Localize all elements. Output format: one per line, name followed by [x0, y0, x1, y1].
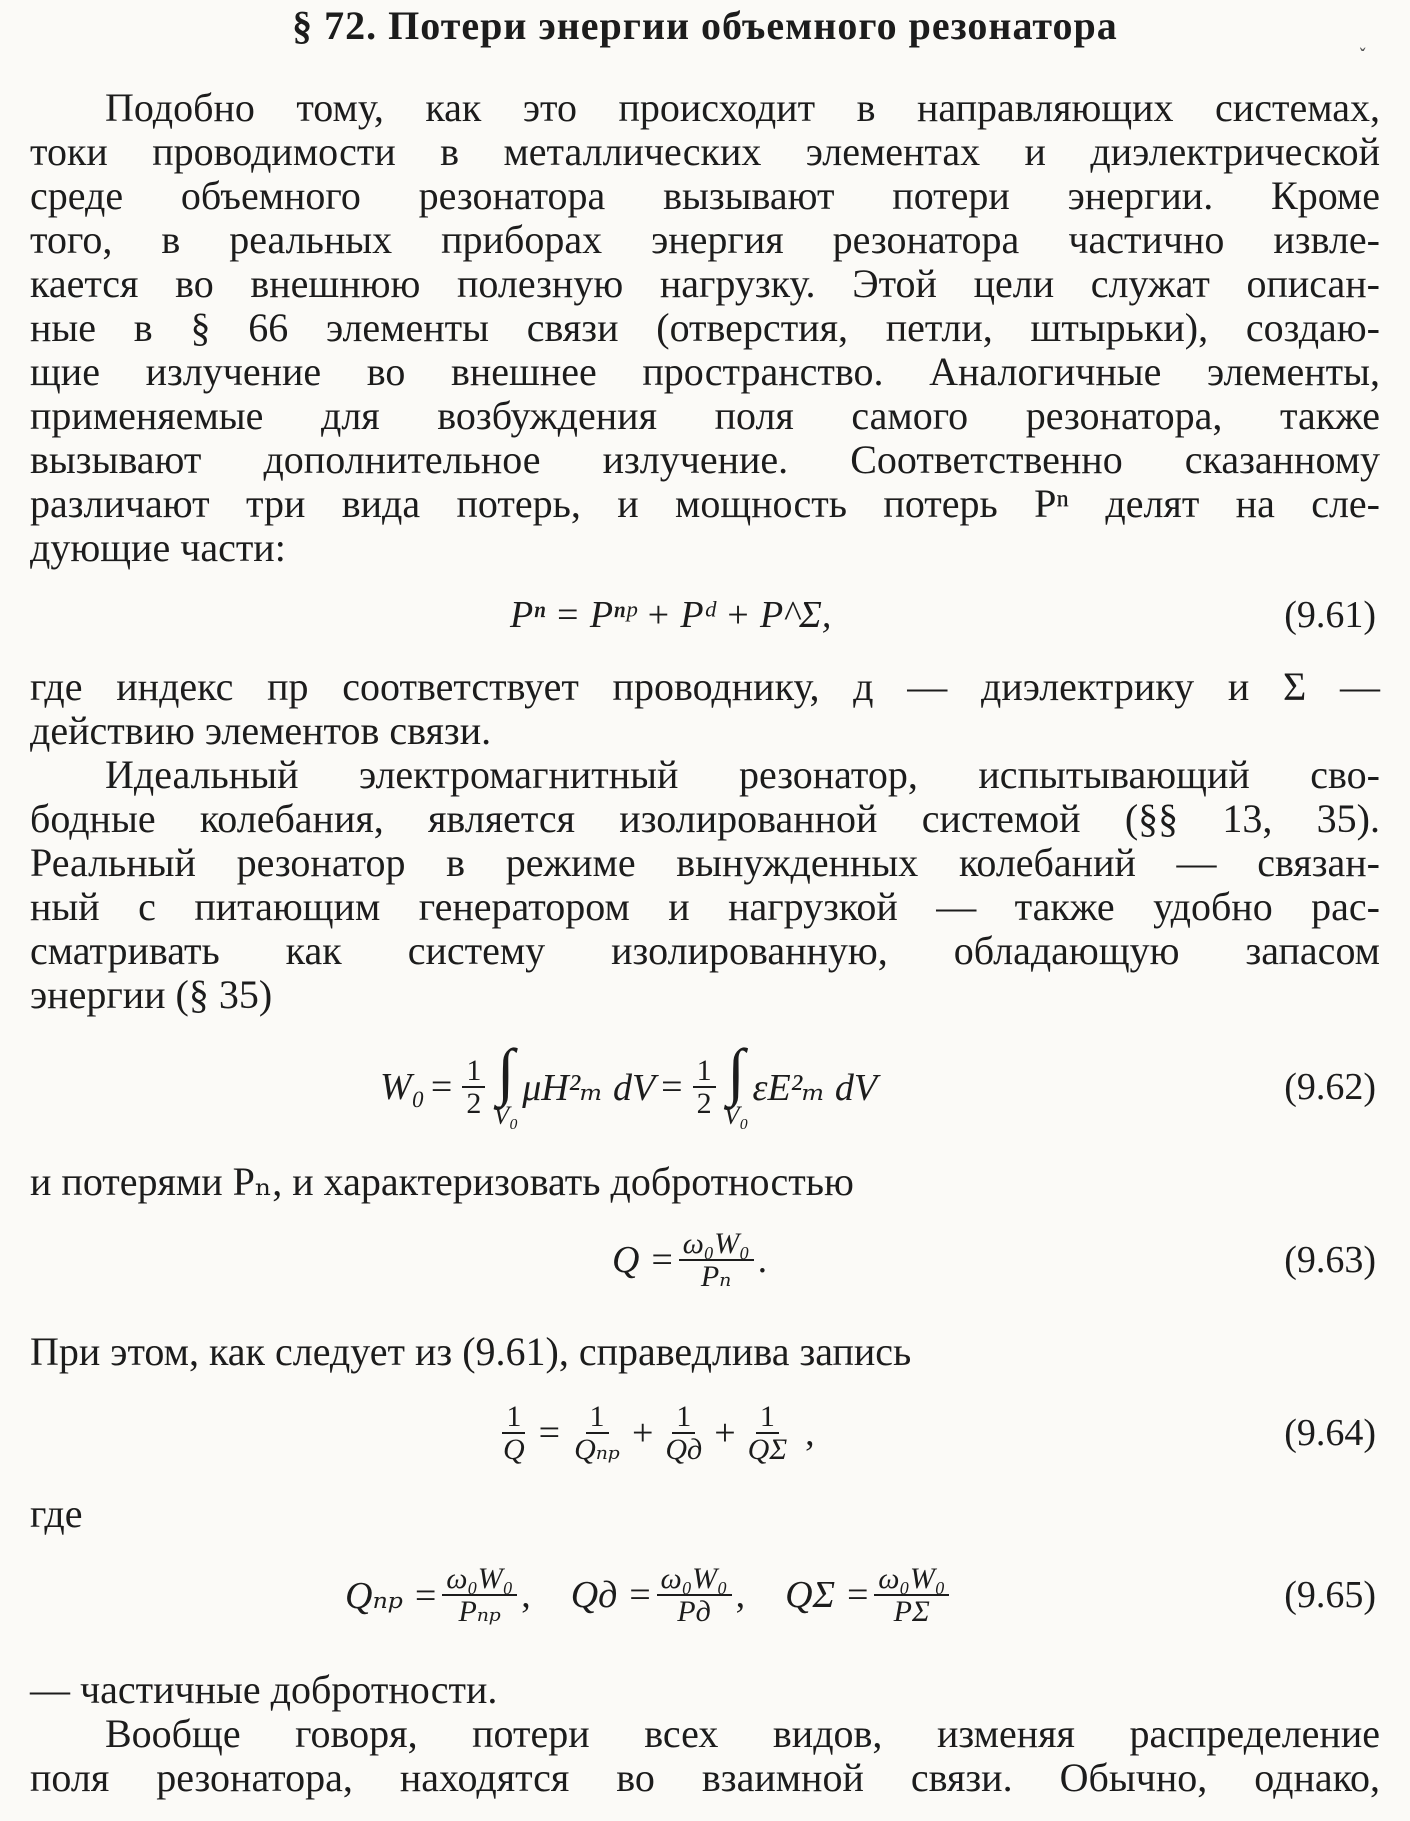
- fraction-coupling: [874, 1563, 949, 1628]
- equation-9-65: Qₙₚ = $\frac{\text{ω₀W₀}}{\text{Pₙₚ}}$ , Qд = $\frac{\text{ω₀W₀}}{Pд}$ , QΣ = $\frac{\text{ω₀W₀}}{P\Sigma}$ (9.65): [345, 1561, 1376, 1628]
- q-sigma-lhs: QΣ =: [785, 1574, 871, 1616]
- integrand-magnetic: μH²ₘ dV: [522, 1066, 656, 1109]
- volume-integral: ∫ V₀: [723, 1036, 749, 1130]
- margin-mark: ˯: [1358, 22, 1368, 53]
- para1-line: различают три вида потерь, и мощность потерь Pⁿ делят на сле-: [30, 481, 1380, 526]
- numerator: ω₀W₀: [442, 1563, 517, 1597]
- fraction-conductor: [570, 1401, 624, 1466]
- para1-line: кается во внешнюю полезную нагрузку. Этой цели служат описан-: [30, 261, 1380, 306]
- para2-line: действию элементов связи.: [30, 708, 492, 753]
- para3-line: сматривать как систему изолированную, обладающую запасом: [30, 928, 1380, 973]
- numerator: 1: [693, 1055, 716, 1089]
- numerator: ω₀W₀: [679, 1228, 754, 1262]
- denominator: 2: [466, 1087, 482, 1120]
- para2-line: где индекс пр соответствует проводнику, д — диэлектрику и Σ —: [30, 664, 1380, 709]
- equation-number: (9.63): [1284, 1239, 1376, 1281]
- fraction-conductor: [442, 1563, 517, 1628]
- para8-line: поля резонатора, находятся во взаимной связи. Обычно, однако,: [30, 1755, 1380, 1800]
- para1-line: токи проводимости в металлических элементах и диэлектрической: [30, 129, 1380, 174]
- fraction-total: [499, 1401, 529, 1466]
- w0: W₀: [380, 1066, 425, 1108]
- q-d-lhs: Qд =: [570, 1574, 653, 1616]
- equation-9-61: [0, 570, 1410, 660]
- para1-line: Подобно тому, как это происходит в направляющих системах,: [105, 85, 1380, 130]
- denominator: Q: [503, 1433, 525, 1466]
- fraction-half: [462, 1055, 485, 1120]
- integral-limit: V₀: [493, 1100, 519, 1130]
- comma: ,: [805, 1412, 815, 1454]
- para1-line: ные в § 66 элементы связи (отверстия, петли, штырьки), создаю-: [30, 305, 1380, 350]
- equals-sign: =: [661, 1066, 683, 1108]
- para1-line: дующие части:: [30, 525, 286, 570]
- numerator: ω₀W₀: [657, 1563, 732, 1597]
- fraction-dielectric: [661, 1401, 706, 1466]
- equation-9-62: [0, 1022, 1410, 1152]
- fraction-coupling: [744, 1401, 792, 1466]
- denominator: 2: [696, 1087, 712, 1120]
- period: .: [757, 1239, 768, 1281]
- para7-line: — частичные добротности.: [30, 1667, 498, 1712]
- denominator: QΣ: [747, 1433, 788, 1466]
- para6-line: где: [30, 1491, 83, 1536]
- numerator: 1: [672, 1401, 695, 1435]
- equation-text: Pⁿ = Pⁿᵖ + Pᵈ + P^Σ,: [510, 594, 832, 636]
- para1-line: щие излучение во внешнее пространство. Аналогичные элементы,: [30, 349, 1380, 394]
- numerator: 1: [756, 1401, 779, 1435]
- para5-line: При этом, как следует из (9.61), справедлива запись: [30, 1329, 912, 1374]
- volume-integral: ∫ V₀: [493, 1036, 519, 1130]
- para1-line: того, в реальных приборах энергия резонатора частично извле-: [30, 217, 1380, 262]
- numerator: 1: [462, 1055, 485, 1089]
- para1-line: среде объемного резонатора вызывают потери энергии. Кроме: [30, 173, 1380, 218]
- para1-line: вызывают дополнительное излучение. Соответственно сказанному: [30, 437, 1380, 482]
- para3-line: бодные колебания, является изолированной системой (§§ 13, 35).: [30, 796, 1380, 841]
- integral-limit: V₀: [723, 1100, 749, 1130]
- denominator: Pₙₚ: [458, 1595, 501, 1628]
- denominator: PΣ: [893, 1595, 930, 1628]
- para8-line: Вообще говоря, потери всех видов, изменяя распределение: [105, 1711, 1380, 1756]
- para4-line: и потерями Pₙ, и характеризовать добротностью: [30, 1159, 854, 1204]
- numerator: ω₀W₀: [874, 1563, 949, 1597]
- equals-sign: =: [430, 1066, 453, 1108]
- denominator: Qд: [665, 1433, 703, 1466]
- para3-line: Идеальный электромагнитный резонатор, испытывающий сво-: [105, 752, 1380, 797]
- denominator: Qₙₚ: [574, 1433, 620, 1466]
- denominator: Pₙ: [700, 1260, 732, 1293]
- para1-line: применяемые для возбуждения поля самого резонатора, также: [30, 393, 1380, 438]
- fraction-half: [693, 1055, 716, 1120]
- equation-number: (9.61): [1284, 594, 1376, 636]
- numerator: 1: [586, 1401, 609, 1435]
- equation-number: (9.62): [1284, 1066, 1376, 1108]
- para3-line: Реальный резонатор в режиме вынужденных колебаний — связан-: [30, 840, 1380, 885]
- integrand-electric: εE²ₘ dV: [752, 1066, 878, 1109]
- denominator: Pд: [677, 1595, 711, 1628]
- q-np-lhs: Qₙₚ =: [345, 1574, 439, 1617]
- fraction-dielectric: [657, 1563, 732, 1628]
- equation-9-64: $\frac{1}{Q}$ = $\frac{1}{\text{Qₙₚ}}$ + $\frac{1}{Qд}$ + $\frac{1}{Q\Sigma}$ , (9.64): [0, 1383, 1410, 1483]
- section-title: § 72. Потери энергии объемного резонатора: [292, 3, 1118, 48]
- equation-9-63: [0, 1210, 1410, 1310]
- para3-line: ный с питающим генератором и нагрузкой — также удобно рас-: [30, 884, 1380, 929]
- para3-line: энергии (§ 35): [30, 972, 273, 1017]
- equation-number: (9.65): [1284, 1574, 1376, 1616]
- fraction: [679, 1228, 754, 1293]
- q-lhs: Q =: [612, 1239, 675, 1281]
- equation-number: (9.64): [1284, 1412, 1376, 1454]
- numerator: 1: [502, 1401, 525, 1435]
